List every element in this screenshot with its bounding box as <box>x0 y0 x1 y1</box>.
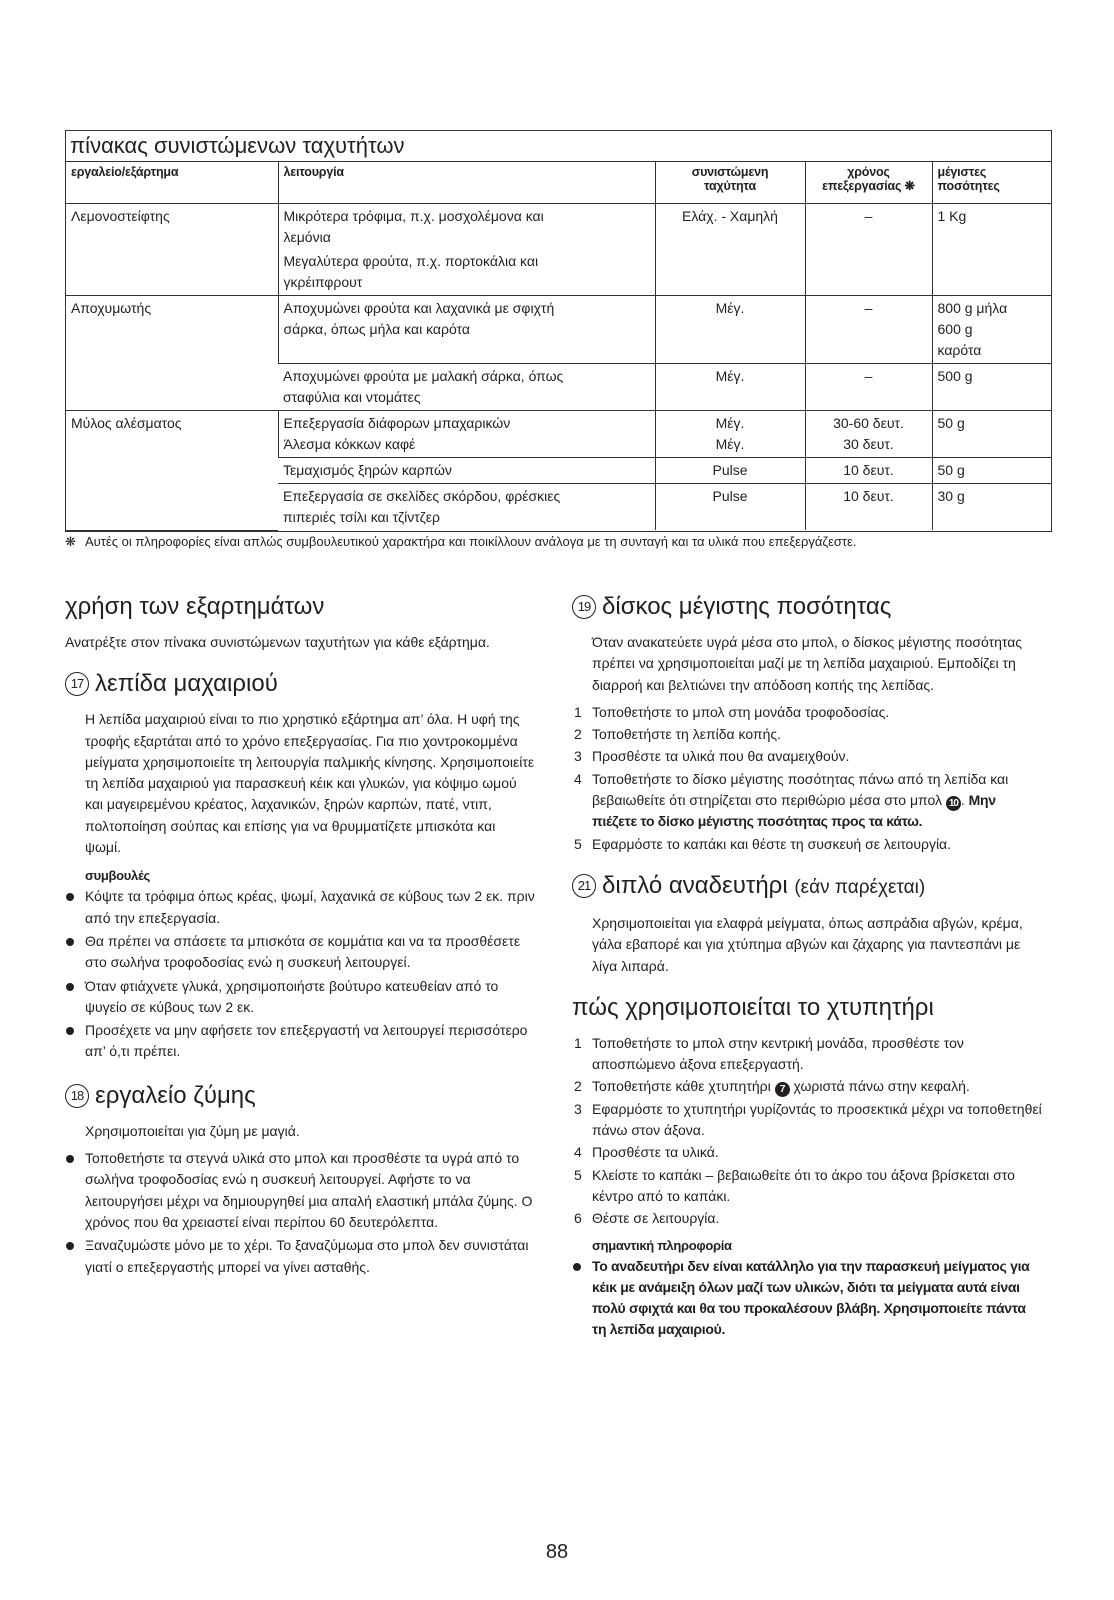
cell-max: 30 g <box>932 484 1051 531</box>
number-21-icon: 21 <box>572 874 596 898</box>
section-heading-usage: χρήση των εξαρτημάτων <box>65 593 325 620</box>
section-heading-twin-whisk: 21 διπλό αναδευτήρι (εάν παρέχεται) <box>572 871 1042 903</box>
cell-function: Μικρότερα τρόφιμα, π.χ. μοσχολέμονα και λεμόνια Μεγαλύτερα φρούτα, π.χ. πορτοκάλια και γκρέιπφρουτ <box>278 204 655 296</box>
page-number: 88 <box>545 1541 569 1563</box>
cell-time: 30-60 δευτ. 30 δευτ. <box>805 411 932 458</box>
speeds-table-grid <box>66 162 1051 531</box>
table-header-row <box>66 162 1051 204</box>
list-item: 5 Κλείστε το καπάκι – βεβαιωθείτε ότι το άκρο του άξονα βρίσκεται στο κέντρο από το καπάκι. <box>574 1166 1015 1204</box>
cell-function: Επεξεργασία διάφορων μπαχαρικών Άλεσμα κόκκων καφέ <box>278 411 655 458</box>
number-10-icon: 10 <box>946 796 961 811</box>
bullet-icon <box>66 1155 74 1163</box>
cell-time: – <box>805 364 932 411</box>
bullet-icon <box>66 1242 74 1250</box>
list-item: Θα πρέπει να σπάσετε τα μπισκότα σε κομμάτια και να τα προσθέσετε στο σωλήνα τροφοδοσίας ενώ η συσκευή λειτουργεί. <box>65 931 535 974</box>
important-list <box>572 1256 1042 1341</box>
cell-time: – <box>805 204 932 296</box>
list-item: 1 Τοποθετήστε το μπολ στην κεντρική μονάδα, προσθέστε τον αποσπώμενο άξονα επεξεργαστή. <box>574 1034 964 1073</box>
bullet-icon <box>66 1027 74 1035</box>
left-column <box>65 592 535 1280</box>
bullet-icon <box>573 1263 581 1271</box>
bullet-icon <box>66 938 74 946</box>
list-item: 6 Θέστε σε λειτουργία. <box>574 1210 720 1227</box>
footnote-text: Αυτές οι πληροφορίες είναι απλώς συμβουλευτικού χαρακτήρα και ποικίλλουν ανάλογα με τη συνταγή και τα υλικά που επεξεργάζεστε. <box>85 534 857 549</box>
cell-time: 10 δευτ. <box>805 458 932 484</box>
knife-blade-text: Η λεπίδα μαχαιριού είναι το πιο χρηστικό εξάρτημα απ’ όλα. Η υφή της τροφής εξαρτάται από το χρόνο επεξεργασίας. Για πιο χοντροκομμένα μείγματα χρησιμοποιείτε τη λειτουργία παλμικής κίνησης. Χρησιμοποιείτε τη λεπίδα μαχαιριού για παρασκευή κέικ και γλυκών, για κόψιμο ωμού και μαγειρεμένου κρέατος, λαχανικών, ξηρών καρπών, πατέ, ντιπ, πολτοποίηση σούπας και επίσης για να θρυμματίζετε μπισκότα και ψωμί. <box>85 711 535 856</box>
asterisk-icon: ❋ <box>65 534 76 549</box>
section-heading-max-disc: 19 δίσκος μέγιστης ποσότητας <box>572 592 1042 622</box>
whisk-steps <box>572 1033 1042 1230</box>
list-item: Προσέχετε να μην αφήσετε τον επεξεργαστή να λειτουργεί περισσότερο απ’ ό,τι πρέπει. <box>65 1020 535 1063</box>
cell-max: 50 g <box>932 458 1051 484</box>
cell-speed: Ελάχ. - Χαμηλή <box>655 204 805 296</box>
list-item: 4 Προσθέστε τα υλικά. <box>574 1144 719 1161</box>
twin-whisk-text: Χρησιμοποιείται για ελαφρά μείγματα, όπως ασπράδια αβγών, κρέμα, γάλα εβαπορέ και για χτύπημα αβγών και ζάχαρης για παντεσπάνι με λίγα λιπαρά. <box>592 914 1023 974</box>
list-item: 2 Τοποθετήστε κάθε χτυπητήρι 7 χωριστά πάνω στην κεφαλή. <box>574 1078 970 1096</box>
section-heading-knife-blade: 17 λεπίδα μαχαιριού <box>65 669 535 699</box>
dough-list <box>65 1148 535 1278</box>
header-time: χρόνος επεξεργασίας ❋ <box>805 162 932 204</box>
cell-tool: Λεμονοστείφτης <box>66 204 278 296</box>
list-item: 2 Τοποθετήστε τη λεπίδα κοπής. <box>574 726 781 743</box>
number-7-icon: 7 <box>775 1082 790 1097</box>
cell-max: 800 g μήλα 600 g καρότα <box>932 296 1051 364</box>
usage-text: Ανατρέξτε στον πίνακα συνιστώμενων ταχυτήτων για κάθε εξάρτημα. <box>65 634 490 650</box>
cell-function: Επεξεργασία σε σκελίδες σκόρδου, φρέσκιες πιπεριές τσίλι και τζίντζερ <box>283 488 561 525</box>
cell-function: Αποχυμώνει φρούτα με μαλακή σάρκα, όπως σταφύλια και ντομάτες <box>278 364 655 411</box>
list-item: 3 Εφαρμόστε το χτυπητήρι γυρίζοντάς το προσεκτικά μέχρι να τοποθετηθεί πάνω στον άξονα. <box>574 1100 1042 1139</box>
cell-tool: Μύλος αλέσματος <box>66 411 278 531</box>
list-item: Το αναδευτήρι δεν είναι κατάλληλο για την παρασκευή μείγματος για κέικ με ανάμειξη όλων μαζί των υλικών, διότι τα μείγματα αυτά είναι πολύ σφιχτά και θα του προκαλέσουν βλάβη. Χρησιμοποιείτε πάντα τη λεπίδα μαχαιριού. <box>572 1256 1042 1341</box>
recommended-speeds-table <box>65 130 1052 532</box>
number-18-icon: 18 <box>65 1084 89 1108</box>
table-title: πίνακας συνιστώμενων ταχυτήτων <box>66 131 1051 162</box>
header-speed: συνιστώμενη ταχύτητα <box>655 162 805 204</box>
max-disc-text: Όταν ανακατεύετε υγρά μέσα στο μπολ, ο δίσκος μέγιστης ποσότητας πρέπει να χρησιμοποιείται μαζί με τη λεπίδα μαχαιριού. Εμποδίζει τη διαρροή και βελτιώνει την απόδοση κοπής της λεπίδας. <box>592 634 1023 693</box>
cell-time: 10 δευτ. <box>805 484 932 531</box>
header-tool: εργαλείο/εξάρτημα <box>66 162 278 204</box>
list-item: Τοποθετήστε τα στεγνά υλικά στο μπολ και προσθέστε τα υγρά από το σωλήνα τροφοδοσίας ενώ η συσκευή λειτουργεί. Αφήστε το να λειτουργήσει μέχρι να δημιουργηθεί μια απαλή ελαστική μπάλα ζύμης. Ο χρόνος που θα χρειαστεί είναι περίπου 60 δευτερόλεπτα. <box>65 1148 535 1233</box>
number-17-icon: 17 <box>65 672 89 696</box>
tips-list <box>65 886 535 1062</box>
max-disc-steps <box>572 702 1042 855</box>
important-title: σημαντική πληροφορία <box>592 1237 732 1253</box>
table-row <box>66 411 1051 458</box>
bullet-icon <box>66 983 74 991</box>
cell-speed: Μέγ. <box>655 364 805 411</box>
cell-max: 1 Kg <box>932 204 1051 296</box>
list-item: Κόψτε τα τρόφιμα όπως κρέας, ψωμί, λαχανικά σε κύβους των 2 εκ. πριν από την επεξεργασία. <box>65 886 535 929</box>
header-function: λειτουργία <box>278 162 655 204</box>
right-column <box>572 592 1042 1343</box>
section-heading-dough-tool: 18 εργαλείο ζύμης <box>65 1081 535 1111</box>
header-max-quantity: μέγιστες ποσότητες <box>932 162 1051 204</box>
cell-function: Τεμαχισμός ξηρών καρπών <box>278 458 655 484</box>
list-item: Ξαναζυμώστε μόνο με το χέρι. Το ξαναζύμωμα στο μπολ δεν συνιστάται γιατί ο επεξεργαστής μπορεί να γίνει ασταθής. <box>65 1235 535 1278</box>
cell-max: 50 g <box>932 411 1051 458</box>
list-item: 1 Τοποθετήστε το μπολ στη μονάδα τροφοδοσίας. <box>574 703 890 720</box>
number-19-icon: 19 <box>572 595 596 619</box>
table-row <box>66 296 1051 364</box>
list-item: 3 Προσθέστε τα υλικά που θα αναμειχθούν. <box>574 748 850 765</box>
dough-tool-text: Χρησιμοποιείται για ζύμη με μαγιά. <box>85 1122 300 1139</box>
table-footnote <box>65 533 1015 550</box>
list-item: 5 Εφαρμόστε το καπάκι και θέστε τη συσκευή σε λειτουργία. <box>574 835 952 852</box>
list-item: Όταν φτιάχνετε γλυκά, χρησιμοποιήστε βούτυρο κατευθείαν από το ψυγείο σε κύβους των 2 εκ. <box>65 976 535 1019</box>
cell-tool: Αποχυμωτής <box>66 296 278 411</box>
cell-speed: Pulse <box>655 458 805 484</box>
cell-max: 500 g <box>932 364 1051 411</box>
section-heading-how-to-whisk: πώς χρησιμοποιείται το χτυπητήρι <box>572 993 934 1021</box>
cell-speed: Pulse <box>655 484 805 531</box>
table-row <box>66 204 1051 296</box>
cell-speed: Μέγ. <box>655 296 805 364</box>
cell-time: – <box>805 296 932 364</box>
cell-speed: Μέγ. Μέγ. <box>655 411 805 458</box>
list-item: 4 Τοποθετήστε το δίσκο μέγιστης ποσότητας πάνω από τη λεπίδα και βεβαιωθείτε ότι στηρίζεται στο περιθώριο μέσα στο μπολ 10 . Μην πιέζετε το δίσκο μέγιστης ποσότητας προς τα κάτω. <box>574 770 1009 830</box>
bullet-icon <box>66 893 74 901</box>
tips-title: συμβουλές <box>85 868 151 884</box>
cell-function: Αποχυμώνει φρούτα και λαχανικά με σφιχτή σάρκα, όπως μήλα και καρότα <box>278 296 655 364</box>
